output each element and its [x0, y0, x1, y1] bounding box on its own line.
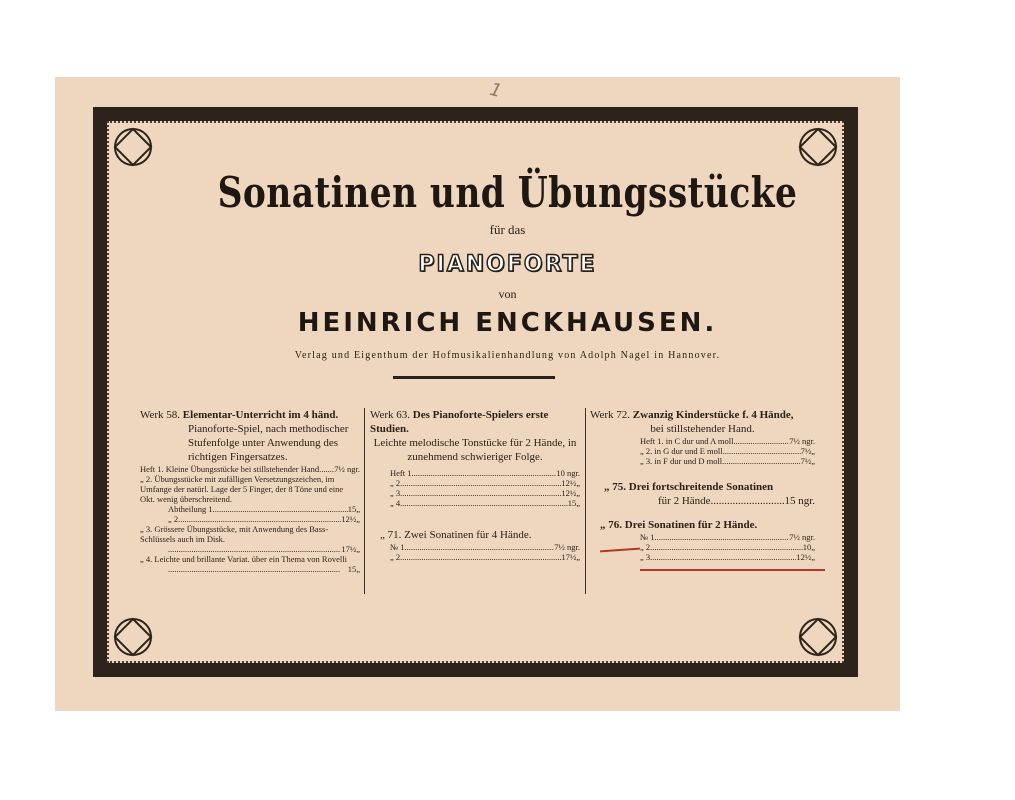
- by-line: von: [498, 287, 517, 301]
- werk-heading: Elementar-Unterricht im 4 händ.: [182, 409, 339, 421]
- catalog-item-price: 10: [802, 542, 812, 552]
- catalog-item-price: 12½: [796, 552, 812, 562]
- catalog-item-label: Abtheilung 1: [168, 504, 213, 514]
- catalog-item-label: Heft 1. in C dur und A moll: [640, 436, 734, 446]
- catalog-item-label: „ 2: [640, 542, 651, 552]
- catalog-item-label: „ 2: [390, 478, 401, 488]
- catalog-item-label: № 1: [390, 542, 405, 552]
- catalog-item-price: 7½ ngr.: [789, 436, 815, 446]
- catalog-column-werk-58: Werk 58. Elementar-Unterricht im 4 händ. Pianoforte-Spiel, nach methodischer Stufenfolge unter Anwendung des richtigen Fingersatzes. Heft 1. Kleine Übungsstücke bei stillstehender Hand ..... 7½ ngr. „ 2. Übungsstücke mit zufälligen Versetzungszeichen, im Umfange der natürl. Lage der 5 Finger, der 8 Töne und eine Okt. wenig überschreitend. Abtheilung 1 ..... 15 „ „ 2 ..... 12½ „ „ 3. Grössere Übungsstücke, mit Anwendung des Bass-Schlüssels auch im Disk. ..... 17½ „ „ 4. Leichte und brillante Variat. über ein Thema von Rovelli ..... 15 „: [140, 408, 360, 574]
- catalog-item-label: „ 4: [390, 498, 401, 508]
- catalog-item-price: 17½: [561, 552, 577, 562]
- catalog-item-price: 17½: [341, 544, 357, 554]
- red-pencil-underline: [640, 569, 825, 571]
- publisher-line: Verlag und Eigenthum der Hofmusikalienhandlung von Adolph Nagel in Hannover.: [294, 350, 721, 361]
- divider-rule: [393, 376, 555, 379]
- werk-number: Werk 72.: [590, 409, 631, 421]
- catalog-item-price: 12½: [561, 478, 577, 488]
- catalog-item-price: 7½ ngr.: [334, 464, 360, 474]
- catalog-item-price: 7½: [800, 446, 812, 456]
- main-title: Sonatinen und Übungsstücke: [217, 168, 798, 217]
- catalog-column-werk-63: Werk 63. Des Pianoforte-Spielers erste Studien. Leichte melodische Tonstücke für 2 Hände, in zunehmend schwieriger Folge. Heft 1 ..... 10 ngr. „ 2 ..... 12½ „ „ 3 ..... 12½ „ „ 4 ..... 15 „ „ 71. Zwei Sonatinen für 4 Hände. № 1 ..... 7½ ngr. „ 2 ..... 17½ „: [370, 408, 580, 562]
- pencil-page-number: 1: [487, 78, 504, 103]
- werk-description: bei stillstehender Hand.: [650, 423, 755, 435]
- catalog-item-price: 7½: [800, 456, 812, 466]
- catalog-item-price: 12½: [341, 514, 357, 524]
- werk-heading: „ 76. Drei Sonatinen für 2 Hände.: [600, 519, 758, 531]
- catalog-column-werk-72: Werk 72. Zwanzig Kinderstücke f. 4 Hände, bei stillstehender Hand. Heft 1. in C dur und A moll ..... 7½ ngr. „ 2. in G dur und E moll ..... 7½ „ „ 3. in F dur und D moll ..... 7½ „ „ 75. Drei fortschreitende Sonatinen für 2 Hände ..... 15 ngr. „ 76. Drei Sonatinen für 2 Hände. № 1 ..... 7½ ngr. „ 2 ..... 10 „ „ 3 ..... 12½ „: [590, 408, 815, 562]
- catalog-item-label: „ 4. Leichte und brillante Variat. über ein Thema von Rovelli: [140, 554, 347, 564]
- werk-number: Werk 58.: [140, 409, 181, 421]
- catalog-item-price: 7½ ngr.: [554, 542, 580, 552]
- catalog-item-price: 15: [347, 504, 357, 514]
- werk-description: Leichte melodische Tonstücke für 2 Hände, in zunehmend schwieriger Folge.: [373, 437, 577, 463]
- catalog-item-price: 15: [567, 498, 577, 508]
- werk-heading: „ 71. Zwei Sonatinen für 4 Hände.: [380, 529, 532, 541]
- werk-number: Werk 63.: [370, 409, 411, 421]
- catalog-item-price: 10 ngr.: [556, 468, 580, 478]
- catalog-item-price: 12½: [561, 488, 577, 498]
- catalog-item-label: „ 3: [640, 552, 651, 562]
- catalog-item-label: „ 2. in G dur und E moll: [640, 446, 723, 456]
- instrument-title: PIANOFORTE: [418, 252, 597, 277]
- catalog-item-price: 15 ngr.: [784, 495, 815, 507]
- composer-name: HEINRICH ENCKHAUSEN.: [297, 308, 718, 338]
- catalog-item-label: № 1: [640, 532, 655, 542]
- werk-heading: „ 75. Drei fortschreitende Sonatinen: [604, 481, 774, 493]
- werk-description: Pianoforte-Spiel, nach methodischer Stufenfolge unter Anwendung des richtigen Fingersatzes.: [188, 423, 349, 463]
- werk-heading: Zwanzig Kinderstücke f. 4 Hände,: [632, 409, 794, 421]
- catalog-item-label: „ 2: [168, 514, 179, 524]
- werk-heading: Des Pianoforte-Spielers erste Studien.: [370, 409, 549, 435]
- catalog-item-price: 7½ ngr.: [789, 532, 815, 542]
- catalog-item-label: „ 2. Übungsstücke mit zufälligen Versetzungszeichen, im Umfange der natürl. Lage der 5 Finger, der 8 Töne und eine Okt. wenig überschreitend.: [140, 474, 344, 504]
- subtitle: für das: [489, 222, 526, 237]
- catalog-item-label: Heft 1. Kleine Übungsstücke bei stillstehender Hand: [140, 464, 320, 474]
- catalog-item-label: „ 2: [390, 552, 401, 562]
- column-divider: [585, 408, 586, 594]
- werk-description: für 2 Hände: [658, 495, 711, 507]
- catalog-item-label: „ 3. Grössere Übungsstücke, mit Anwendung des Bass-Schlüssels auch im Disk.: [140, 524, 329, 544]
- catalog-item-label: „ 3: [390, 488, 401, 498]
- catalog-item-label: Heft 1: [390, 468, 412, 478]
- catalog-item-label: „ 3. in F dur und D moll: [640, 456, 723, 466]
- column-divider: [364, 408, 365, 594]
- catalog-item-price: 15: [347, 564, 357, 574]
